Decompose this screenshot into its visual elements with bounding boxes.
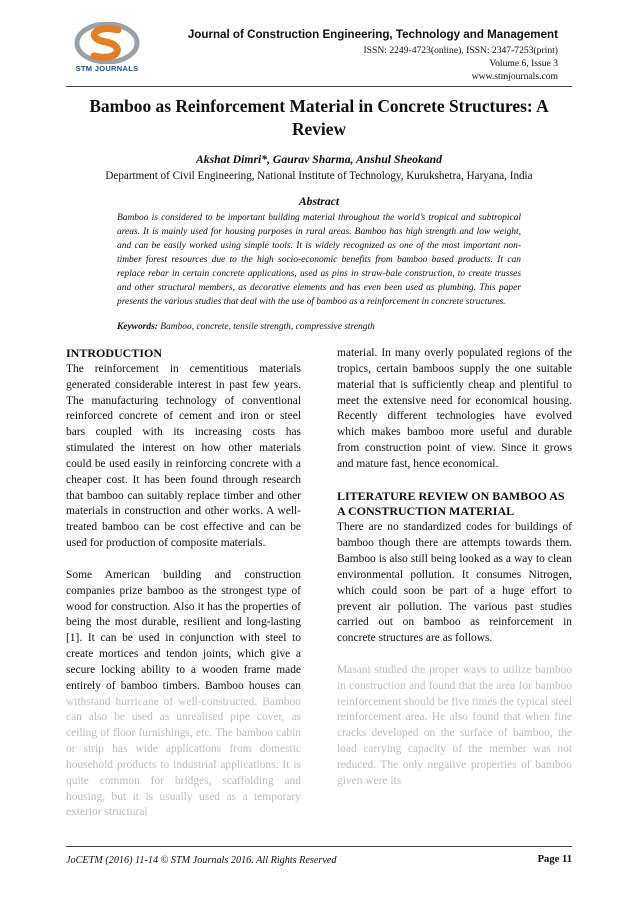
abstract-body: Bamboo is considered to be important building material throughout the world’s tropical and subtropical areas. It is mainly used for housing purposes in rural areas. Bamboo has high strength and low weight, and can be easily worked using simple tools. It is widely recognized as one of the most important non-timber forest resources due to the high socio-economic benefits from bamboo based products. It can replace rebar in certain concrete applications, used as pins in straw-bale construction, to create trusses and other structural members, as decorative elements and has even been used as plumbing. This paper presents the various studies that deal with the use of bamboo as a reinforcement in concrete structures. (117, 213, 521, 307)
right-paragraph-1: material. In many overly populated regions of the tropics, certain bamboos supply the one suitable material that is sufficiently cheap and plentiful to meet the extensive need for economical housing. Recently different technologies have evolved which makes bamboo more useful and durable from construction point of view. Since it grows and mature fast, hence economical. (337, 347, 572, 470)
intro-paragraph-2-faded: withstand hurricane of well-constructed. Bamboo can also be used as unrealised pipe cover, as ceiling of floor furnishings, etc. The bamboo cabin or strip has wide applications from domestic household products to industrial applications. It is quite common for bridges, scaffolding and housing, but it is usually used as a temporary exterior structural (66, 695, 301, 819)
left-column (66, 346, 301, 821)
stm-journals-logo (66, 22, 148, 78)
abstract-heading: Abstract (298, 195, 340, 208)
literature-paragraph-2-faded: Masani studied the proper ways to utilize bamboo in construction and found that the area for bamboo reinforcement should be five times the typical steel reinforcement area. He also found that when fine cracks developed on the surface of bamboo, the load carrying capacity of the member was not reduced. The only negative properties of bamboo given were its (337, 663, 572, 787)
page-number: Page 11 (537, 854, 572, 865)
footer-citation: JoCETM (2016) 11-14 © STM Journals 2016. All Rights Reserved (66, 855, 337, 866)
intro-paragraph-1: The reinforcement in cementitious materials generated considerable interest in past few years. The manufacturing technology of conventional reinforced concrete of cement and iron or steel bars coupled with its increasing costs has stimulated the interest on how other materials could be used easily in reinforcing concrete with a cheaper cost. It has been found through research that bamboo can suitably replace timber and other materials in construction and other works. A well-treated bamboo can be cost effective and can be used for production of composite materials. (66, 362, 301, 550)
journal-volume: Volume 6, Issue 3 (489, 58, 558, 69)
right-column (337, 346, 572, 790)
paragraph-spacer (337, 647, 572, 663)
header-divider (66, 86, 572, 87)
intro-paragraph-2-visible: Some American building and construction companies prize bamboo as the strongest type of wood for construction. Also it has the properties of being the most durable, resilient and long-lasting [1]. It can be used in conjunction with steel to create mortices and tendon joints, which give a secure locking ability to a wooden frame made entirely of bamboo timbers. Bamboo houses can (66, 568, 301, 692)
author-affiliation: Department of Civil Engineering, National Institute of Technology, Kurukshetra, Haryana, India (105, 170, 533, 182)
intro-paragraph-2 (66, 568, 301, 822)
journal-website[interactable]: www.stmjournals.com (471, 71, 558, 82)
logo-text: STM JOURNALS (75, 64, 139, 73)
introduction-heading: INTRODUCTION (66, 346, 163, 360)
paragraph-spacer (66, 552, 301, 568)
article-title: Bamboo as Reinforcement Material in Concrete Structures: A Review (89, 96, 549, 139)
journal-issn: ISSN: 2249-4723(online), ISSN: 2347-7253(print) (363, 45, 558, 56)
literature-review-heading: LITERATURE REVIEW ON BAMBOO AS A CONSTRUCTION MATERIAL (337, 488, 565, 519)
paragraph-spacer (337, 473, 572, 489)
article-authors: Akshat Dimri*, Gaurav Sharma, Anshul Sheokand (195, 153, 443, 166)
keywords-label: Keywords: (117, 322, 158, 332)
journal-title: Journal of Construction Engineering, Technology and Management (187, 28, 558, 41)
literature-paragraph-1: There are no standardized codes for buildings of bamboo though there are attempts towards them. Bamboo is also still being looked as a way to clean environmental pollution. It consumes Nitrogen, which could soon be part of a huge effort to prevent air pollution. The various past studies carried out on bamboo as reinforcement in concrete structures are as follows. (337, 521, 572, 645)
footer-divider (66, 846, 572, 847)
keywords-line (117, 322, 521, 332)
keywords-values: Bamboo, concrete, tensile strength, compressive strength (160, 322, 375, 332)
stm-logo-swirl-icon (66, 22, 148, 64)
